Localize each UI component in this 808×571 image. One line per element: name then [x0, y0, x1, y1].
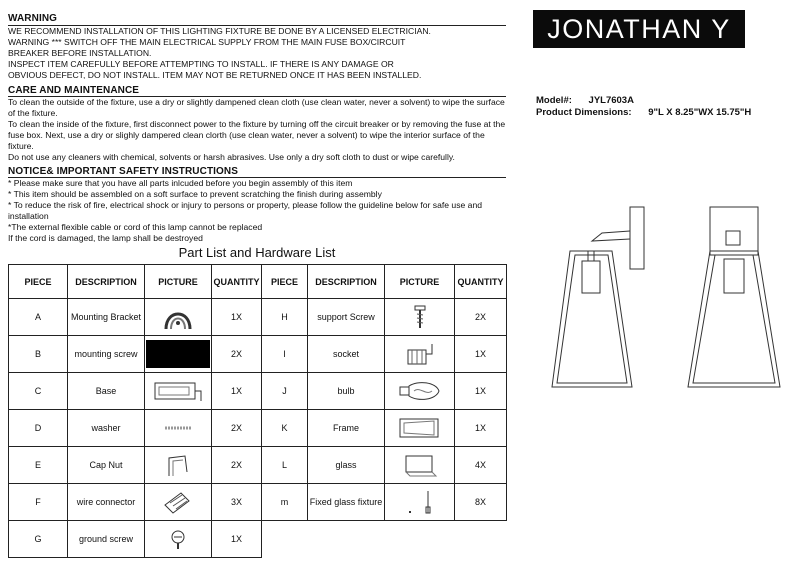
header-piece: PIECE [9, 265, 68, 299]
warning-title: WARNING [8, 13, 58, 24]
care-title: CARE AND MAINTENANCE [8, 85, 140, 96]
description-cell: Mounting Bracket [68, 299, 145, 336]
piece-cell: D [9, 410, 68, 447]
description-cell: glass [308, 447, 385, 484]
care-text [8, 97, 506, 163]
care-paragraph: Do not use any cleaners with chemical, solvents or harsh abrasives. Use only a dry soft cloth to dust or wipe carefully. [8, 152, 455, 162]
quantity-cell: 2X [212, 336, 262, 373]
care-paragraph: To clean the inside of the fixture, first disconnect power to the fixture by turning off the circuit breaker or by removing the fuse at the fuse box. Next, use a dry or slighly dampered clean clorth (use clean water, never a solvent) to wipe the interior surface of the fixture. [8, 119, 506, 151]
base-icon [153, 377, 203, 405]
header-picture: PICTURE [385, 265, 455, 299]
table-row [9, 336, 507, 373]
picture-cell [385, 336, 455, 373]
quantity-cell: 4X [455, 447, 507, 484]
notice-paragraph: * Please make sure that you have all parts inlcuded before you begin assembly of this item [8, 178, 353, 188]
piece-cell: L [262, 447, 308, 484]
warning-line: INSPECT ITEM CAREFULLY BEFORE ATTEMPTING TO INSTALL. IF THERE IS ANY DAMAGE OR [8, 59, 394, 69]
piece-cell: B [9, 336, 68, 373]
quantity-cell: 8X [455, 484, 507, 521]
header-quantity: QUANTITY [455, 265, 507, 299]
picture-cell [385, 484, 455, 521]
quantity-cell: 2X [455, 299, 507, 336]
table-row [9, 373, 507, 410]
piece-cell: A [9, 299, 68, 336]
header-piece: PIECE [262, 265, 308, 299]
description-cell: wire connector [68, 484, 145, 521]
piece-cell: C [9, 373, 68, 410]
picture-cell [145, 336, 212, 373]
piece-cell: E [9, 447, 68, 484]
fixed-glass-fixture-icon [400, 487, 440, 517]
quantity-cell: 1X [455, 373, 507, 410]
bulb-icon [398, 380, 442, 402]
piece-cell: J [262, 373, 308, 410]
notice-paragraph: *The external flexible cable or cord of this lamp cannot be replaced [8, 222, 263, 232]
piece-cell: K [262, 410, 308, 447]
cap-nut-icon [165, 452, 191, 478]
picture-cell [145, 447, 212, 484]
description-cell: Fixed glass fixture [308, 484, 385, 521]
picture-cell [385, 373, 455, 410]
warning-line: WARNING *** SWITCH OFF THE MAIN ELECTRICAL SUPPLY FROM THE MAIN FUSE BOX/CIRCUIT [8, 37, 406, 47]
quantity-cell: 3X [212, 484, 262, 521]
header-quantity: QUANTITY [212, 265, 262, 299]
header-description: DESCRIPTION [308, 265, 385, 299]
warning-line: WE RECOMMEND INSTALLATION OF THIS LIGHTING FIXTURE BE DONE BY A LICENSED ELECTRICIAN. [8, 26, 431, 36]
piece-cell: G [9, 521, 68, 558]
notice-paragraph: If the cord is damaged, the lamp shall be destroyed [8, 233, 203, 243]
quantity-cell: 2X [212, 410, 262, 447]
parts-list-title: Part List and Hardware List [178, 245, 336, 260]
wire-connector-icon [161, 489, 195, 515]
quantity-cell: 1X [212, 373, 262, 410]
notice-paragraph: * This item should be assembled on a soft surface to prevent scratching the finish during assembly [8, 189, 382, 199]
model-value: JYL7603A [588, 95, 634, 106]
side-view-drawing [552, 207, 644, 387]
warning-line: BREAKER BEFORE INSTALLATION. [8, 48, 152, 58]
support-screw-icon [410, 303, 430, 331]
notice-title: NOTICE& IMPORTANT SAFETY INSTRUCTIONS [8, 166, 238, 177]
model-label: Model#: [536, 95, 572, 106]
warning-text [8, 26, 506, 81]
care-paragraph: To clean the outside of the fixture, use a dry or slightly dampened clean cloth (use clean water, never a solvent) to wipe the surface of the fixture. [8, 97, 505, 118]
description-cell: socket [308, 336, 385, 373]
socket-icon [405, 340, 435, 368]
picture-cell [145, 521, 212, 558]
description-cell: support Screw [308, 299, 385, 336]
picture-cell [145, 484, 212, 521]
table-row [9, 410, 507, 447]
picture-cell [385, 299, 455, 336]
ground-screw-icon [168, 528, 188, 550]
product-drawing [530, 195, 790, 395]
table-row [9, 484, 507, 521]
piece-cell: H [262, 299, 308, 336]
table-header-row [9, 265, 507, 299]
quantity-cell: 1X [455, 336, 507, 373]
piece-cell: F [9, 484, 68, 521]
quantity-cell: 1X [455, 410, 507, 447]
header-picture: PICTURE [145, 265, 212, 299]
picture-cell [145, 373, 212, 410]
description-cell: ground screw [68, 521, 145, 558]
parts-table [8, 264, 507, 558]
picture-cell [385, 447, 455, 484]
notice-text [8, 178, 506, 244]
dimensions-spec [536, 107, 751, 118]
mounting-screw-redacted [146, 340, 210, 368]
table-row [9, 521, 507, 558]
table-row [9, 299, 507, 336]
picture-cell [145, 410, 212, 447]
quantity-cell: 1X [212, 521, 262, 558]
piece-cell: I [262, 336, 308, 373]
table-row [9, 447, 507, 484]
front-view-drawing [688, 207, 780, 387]
description-cell: bulb [308, 373, 385, 410]
washer-icon [163, 423, 193, 433]
empty-cell [262, 521, 507, 558]
quantity-cell: 2X [212, 447, 262, 484]
warning-line: OBVIOUS DEFECT, DO NOT INSTALL. ITEM MAY NOT BE RETURNED ONCE IT HAS BEEN INSTALLED. [8, 70, 422, 80]
mounting-bracket-icon [161, 303, 195, 331]
picture-cell [385, 410, 455, 447]
dimensions-value: 9"L X 8.25"WX 15.75"H [648, 107, 752, 118]
picture-cell [145, 299, 212, 336]
quantity-cell: 1X [212, 299, 262, 336]
description-cell: Cap Nut [68, 447, 145, 484]
model-spec [536, 95, 634, 106]
piece-cell: m [262, 484, 308, 521]
description-cell: washer [68, 410, 145, 447]
description-cell: mounting screw [68, 336, 145, 373]
glass-icon [402, 452, 438, 478]
brand-logo: JONATHAN Y [533, 10, 745, 48]
frame-icon [398, 415, 442, 441]
description-cell: Frame [308, 410, 385, 447]
notice-paragraph: * To reduce the risk of fire, electrical shock or injury to persons or property, please follow the guideline below for safe use and installation [8, 200, 483, 221]
description-cell: Base [68, 373, 145, 410]
header-description: DESCRIPTION [68, 265, 145, 299]
dimensions-label: Product Dimensions: [536, 107, 632, 118]
